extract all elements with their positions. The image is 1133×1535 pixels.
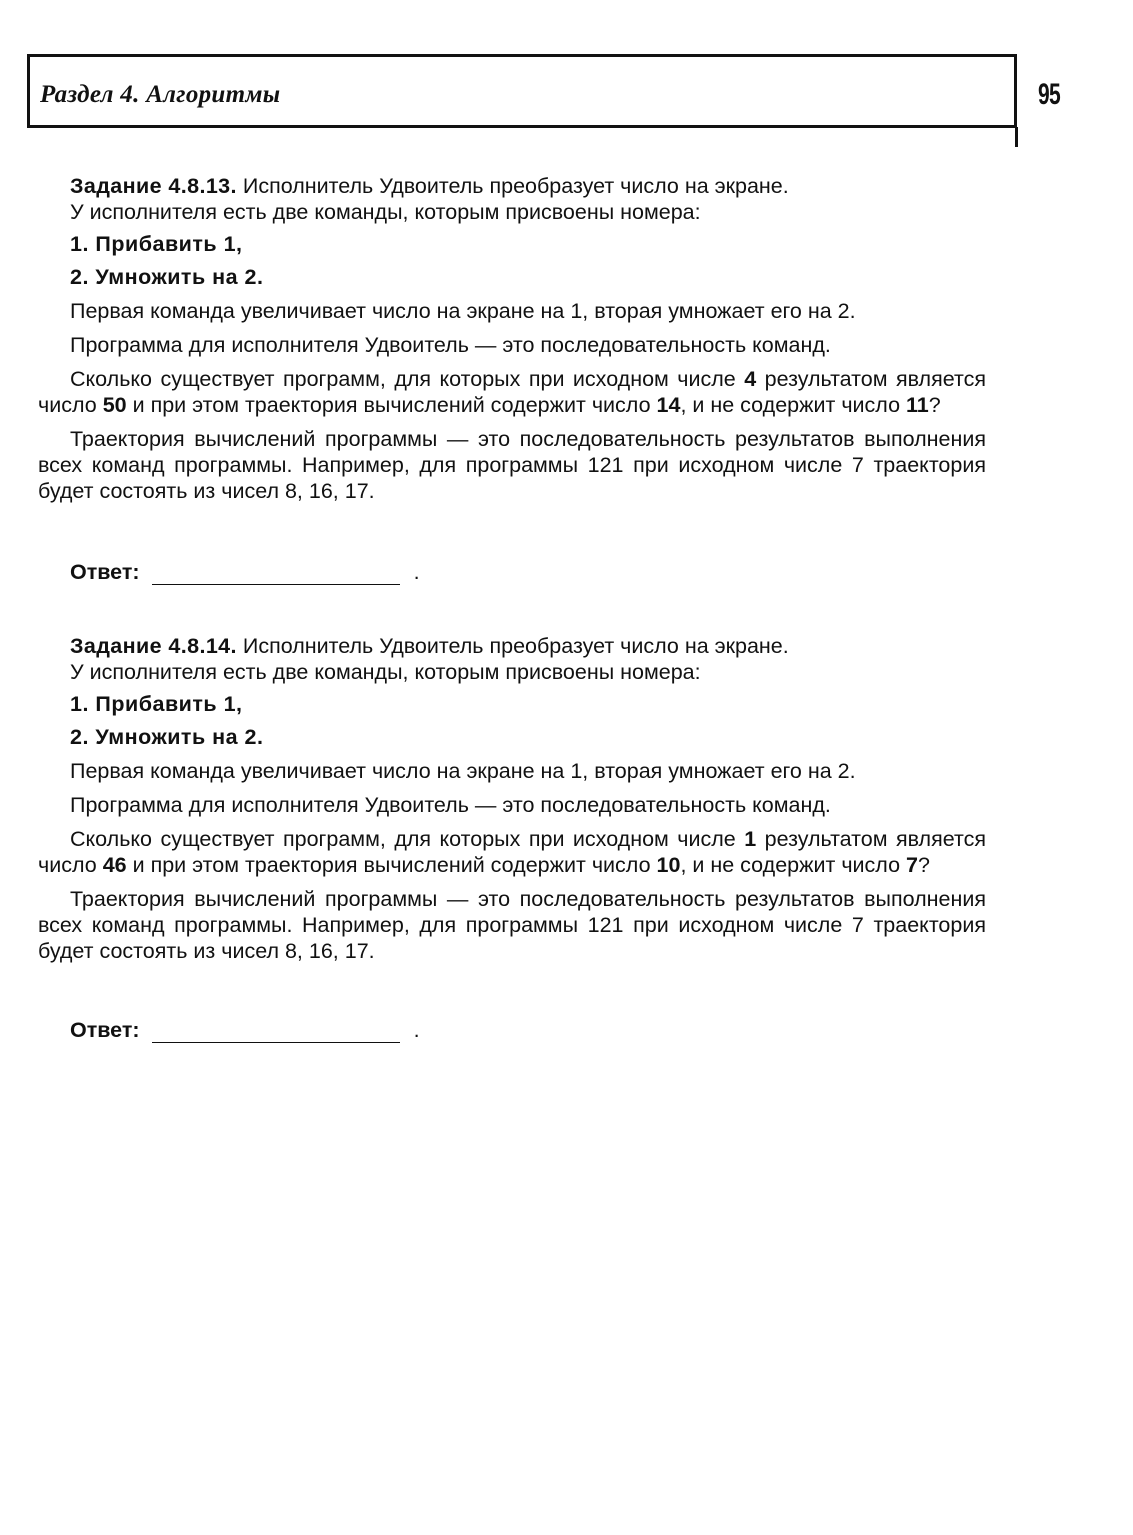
answer-row <box>70 1018 420 1043</box>
task-4-8-14 <box>38 633 986 964</box>
trajectory-definition: Траектория вычислений программы — это последовательность результатов выполнения всех команд программы. Например, для программы 121 при исходном числе 7 траектория будет состоять из чисел 8, 16, 17. <box>38 887 986 963</box>
task-heading <box>38 633 986 659</box>
question-text: ? <box>917 853 930 877</box>
target-number: 46 <box>102 853 127 877</box>
command-description: Первая команда увеличивает число на экране на 1, вторая умножает его на 2. <box>70 759 856 783</box>
task-intro: Исполнитель Удвоитель преобразует число на экране. <box>236 174 789 198</box>
command-2: 2. Умножить на 2. <box>70 725 264 749</box>
page-number: 95 <box>1038 78 1060 111</box>
answer-field[interactable] <box>152 1022 400 1043</box>
program-definition: Программа для исполнителя Удвоитель — это последовательность команд. <box>70 333 831 357</box>
command-description: Первая команда увеличивает число на экране на 1, вторая умножает его на 2. <box>70 299 856 323</box>
answer-label: Ответ: <box>70 560 140 584</box>
start-number: 1 <box>744 827 757 851</box>
section-header <box>27 54 1017 128</box>
question-text: Сколько существует программ, для которых при исходном числе <box>70 367 745 391</box>
command-2: 2. Умножить на 2. <box>70 265 264 289</box>
task-4-8-13 <box>38 173 986 504</box>
task-label: Задание 4.8.13. <box>70 174 237 198</box>
command-1: 1. Прибавить 1, <box>70 232 243 256</box>
answer-dot: . <box>413 1018 420 1042</box>
task-intro: Исполнитель Удвоитель преобразует число на экране. <box>236 634 789 658</box>
task-question <box>38 366 986 418</box>
answer-dot: . <box>413 560 420 584</box>
question-text: и при этом траектория вычислений содержит число <box>126 853 657 877</box>
excludes-number: 7 <box>906 853 918 877</box>
question-text: Сколько существует программ, для которых при исходном числе <box>70 827 745 851</box>
contains-number: 14 <box>656 393 681 417</box>
command-1: 1. Прибавить 1, <box>70 692 243 716</box>
answer-row <box>70 560 420 585</box>
task-question <box>38 826 986 878</box>
trajectory-definition: Траектория вычислений программы — это последовательность результатов выполнения всех команд программы. Например, для программы 121 при исходном числе 7 траектория будет состоять из чисел 8, 16, 17. <box>38 427 986 503</box>
task-intro-2: У исполнителя есть две команды, которым присвоены номера: <box>70 200 701 224</box>
section-title: Раздел 4. Алгоритмы <box>40 81 281 108</box>
answer-label: Ответ: <box>70 1018 140 1042</box>
task-label: Задание 4.8.14. <box>70 634 237 658</box>
task-intro-2: У исполнителя есть две команды, которым присвоены номера: <box>70 660 701 684</box>
target-number: 50 <box>102 393 127 417</box>
question-text: результатом является число <box>38 367 986 417</box>
question-text: ? <box>928 393 941 417</box>
question-text: и при этом траектория вычислений содержит число <box>126 393 657 417</box>
question-text: , и не содержит число <box>680 393 906 417</box>
answer-field[interactable] <box>152 564 400 585</box>
start-number: 4 <box>744 367 757 391</box>
question-text: результатом является число <box>38 827 986 877</box>
question-text: , и не содержит число <box>680 853 906 877</box>
task-heading <box>38 173 986 199</box>
excludes-number: 11 <box>906 393 929 417</box>
program-definition: Программа для исполнителя Удвоитель — это последовательность команд. <box>70 793 831 817</box>
contains-number: 10 <box>656 853 681 877</box>
